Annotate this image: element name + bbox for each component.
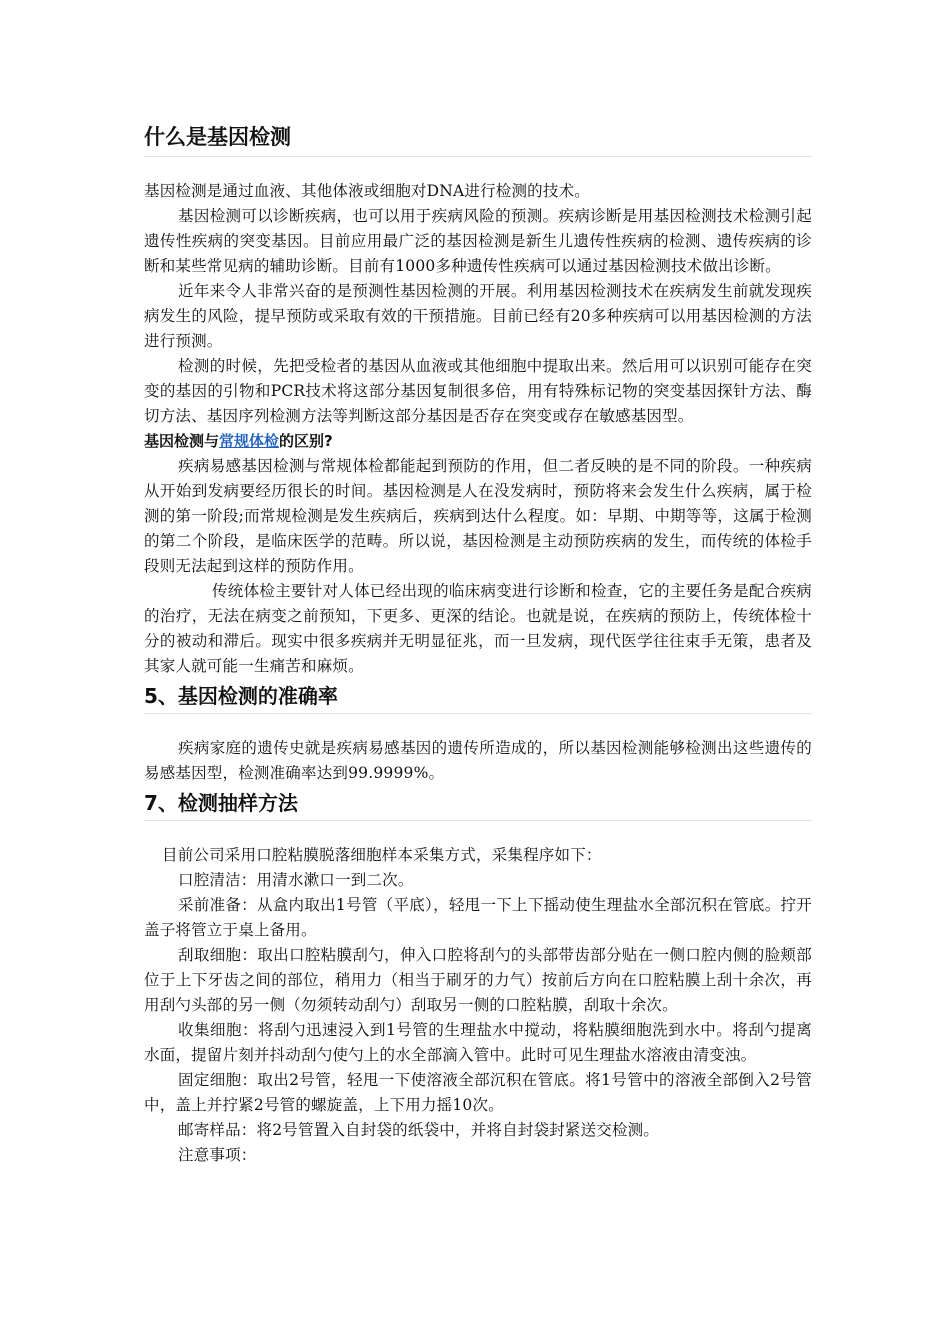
paragraph-prediction: 近年来令人非常兴奋的是预测性基因检测的开展。利用基因检测技术在疾病发生前就发现疾病发生的风险，提早预防或采取有效的干预措施。目前已经有20多种疾病可以用基因检测的方法进行预测。 xyxy=(144,282,812,350)
paragraph-sampling-intro: 目前公司采用口腔粘膜脱落细胞样本采集方式，采集程序如下： xyxy=(162,846,602,864)
routine-checkup-link[interactable]: 常规体检 xyxy=(219,432,280,450)
subheading-suffix: 的区别? xyxy=(279,432,333,450)
step-fix-cells: 固定细胞：取出2号管，轻甩一下使溶液全部沉积在管底。将1号管中的溶液全部倒入2号管中，盖上并拧紧2号管的螺旋盖，上下用力摇10次。 xyxy=(144,1071,812,1114)
paragraph-difference-1: 疾病易感基因检测与常规体检都能起到预防的作用，但二者反映的是不同的阶段。一种疾病从开始到发病要经历很长的时间。基因检测是人在没发病时，预防将来会发生什么疾病，属于检测的第一阶段;而常规检测是发生疾病后，疾病到达什么程度。如：早期、中期等等，这属于检测的第二个阶段，是临床医学的范畴。所以说，基因检测是主动预防疾病的发生，而传统的体检手段则无法起到这样的预防作用。 xyxy=(144,457,812,575)
paragraph-accuracy: 疾病家庭的遗传史就是疾病易感基因的遗传所造成的，所以基因检测能够检测出这些遗传的易感基因型，检测准确率达到99.9999%。 xyxy=(144,739,812,782)
divider xyxy=(144,156,812,157)
step-mouth-rinse: 口腔清洁：用清水漱口一到二次。 xyxy=(178,871,414,889)
document-body xyxy=(144,118,812,1168)
paragraph-diagnosis: 基因检测可以诊断疾病，也可以用于疾病风险的预测。疾病诊断是用基因检测技术检测引起遗传性疾病的突变基因。目前应用最广泛的基因检测是新生儿遗传性疾病的检测、遗传疾病的诊断和某些常见病的辅助诊断。目前有1000多种遗传性疾病可以通过基因检测技术做出诊断。 xyxy=(144,207,812,275)
step-scrape-cells: 刮取细胞：取出口腔粘膜刮勺，伸入口腔将刮勺的头部带齿部分贴在一侧口腔内侧的脸颊部位于上下牙齿之间的部位，稍用力（相当于刷牙的力气）按前后方向在口腔粘膜上刮十余次，再用刮勺头部的另一侧（勿须转动刮勺）刮取另一侧的口腔粘膜，刮取十余次。 xyxy=(144,946,812,1014)
subheading-difference xyxy=(144,429,812,454)
paragraph-definition: 基因检测是通过血液、其他体液或细胞对DNA进行检测的技术。 xyxy=(144,182,590,200)
subheading-prefix: 基因检测与 xyxy=(144,432,220,450)
section-title-accuracy: 5、基因检测的准确率 xyxy=(144,684,338,708)
step-collect-cells: 收集细胞：将刮勺迅速浸入到1号管的生理盐水中搅动，将粘膜细胞洗到水中。将刮勺提离水面，提留片刻并抖动刮勺使勺上的水全部滴入管中。此时可见生理盐水溶液由清变浊。 xyxy=(144,1021,812,1064)
divider xyxy=(144,713,812,714)
section-title-sampling-method: 7、检测抽样方法 xyxy=(144,791,298,815)
step-mail-sample: 邮寄样品：将2号管置入自封袋的纸袋中，并将自封袋封紧送交检测。 xyxy=(178,1121,660,1139)
step-preparation: 采前准备：从盒内取出1号管（平底），轻甩一下上下摇动使生理盐水全部沉积在管底。拧开盖子将管立于桌上备用。 xyxy=(144,896,812,939)
section-title-what-is-genetic-testing: 什么是基因检测 xyxy=(144,125,291,149)
divider xyxy=(144,820,812,821)
step-notes: 注意事项： xyxy=(178,1146,257,1164)
paragraph-difference-2: 传统体检主要针对人体已经出现的临床病变进行诊断和检查，它的主要任务是配合疾病的治疗，无法在病变之前预知，下更多、更深的结论。也就是说，在疾病的预防上，传统体检十分的被动和滞后。现实中很多疾病并无明显征兆，而一旦发病，现代医学往往束手无策，患者及其家人就可能一生痛苦和麻烦。 xyxy=(144,582,812,675)
paragraph-procedure: 检测的时候，先把受检者的基因从血液或其他细胞中提取出来。然后用可以识别可能存在突变的基因的引物和PCR技术将这部分基因复制很多倍，用有特殊标记物的突变基因探针方法、酶切方法、基因序列检测方法等判断这部分基因是否存在突变或存在敏感基因型。 xyxy=(144,357,812,425)
